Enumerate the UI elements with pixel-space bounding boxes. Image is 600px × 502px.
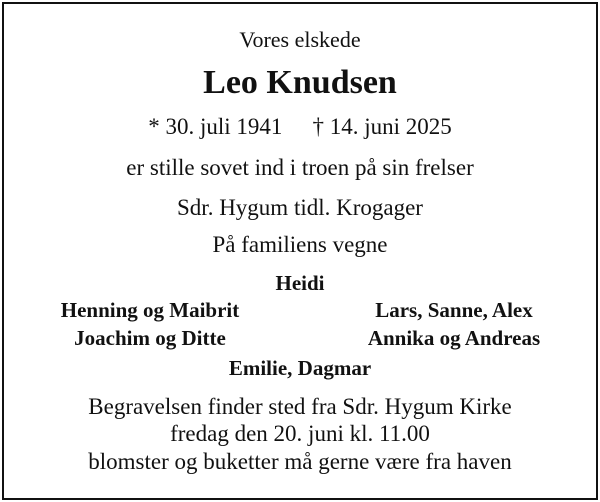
family-member-first: Heidi: [275, 271, 325, 295]
funeral-line-1: Begravelsen finder sted fra Sdr. Hygum Kirke: [88, 394, 512, 419]
funeral-line-2: fredag den 20. juni kl. 11.00: [170, 421, 430, 446]
deceased-name: Leo Knudsen: [203, 64, 397, 101]
residence-text: Sdr. Hygum tidl. Krogager: [177, 195, 423, 220]
memorial-message: er stille sovet ind i troen på sin frelser: [126, 155, 474, 180]
intro-text: Vores elskede: [239, 27, 361, 52]
life-dates: [0, 114, 600, 140]
family-member-last: Emilie, Dagmar: [228, 356, 372, 380]
on-behalf-text: På familiens vegne: [212, 232, 388, 257]
family-left-1: Henning og Maibrit: [60, 298, 240, 322]
family-right-2: Annika og Andreas: [367, 326, 541, 350]
funeral-line-3: blomster og buketter må gerne være fra haven: [88, 449, 512, 474]
birth-date: * 30. juli 1941: [148, 114, 283, 139]
family-left-2: Joachim og Ditte: [74, 326, 226, 350]
death-date: † 14. juni 2025: [312, 114, 452, 139]
family-right-1: Lars, Sanne, Alex: [375, 298, 533, 322]
